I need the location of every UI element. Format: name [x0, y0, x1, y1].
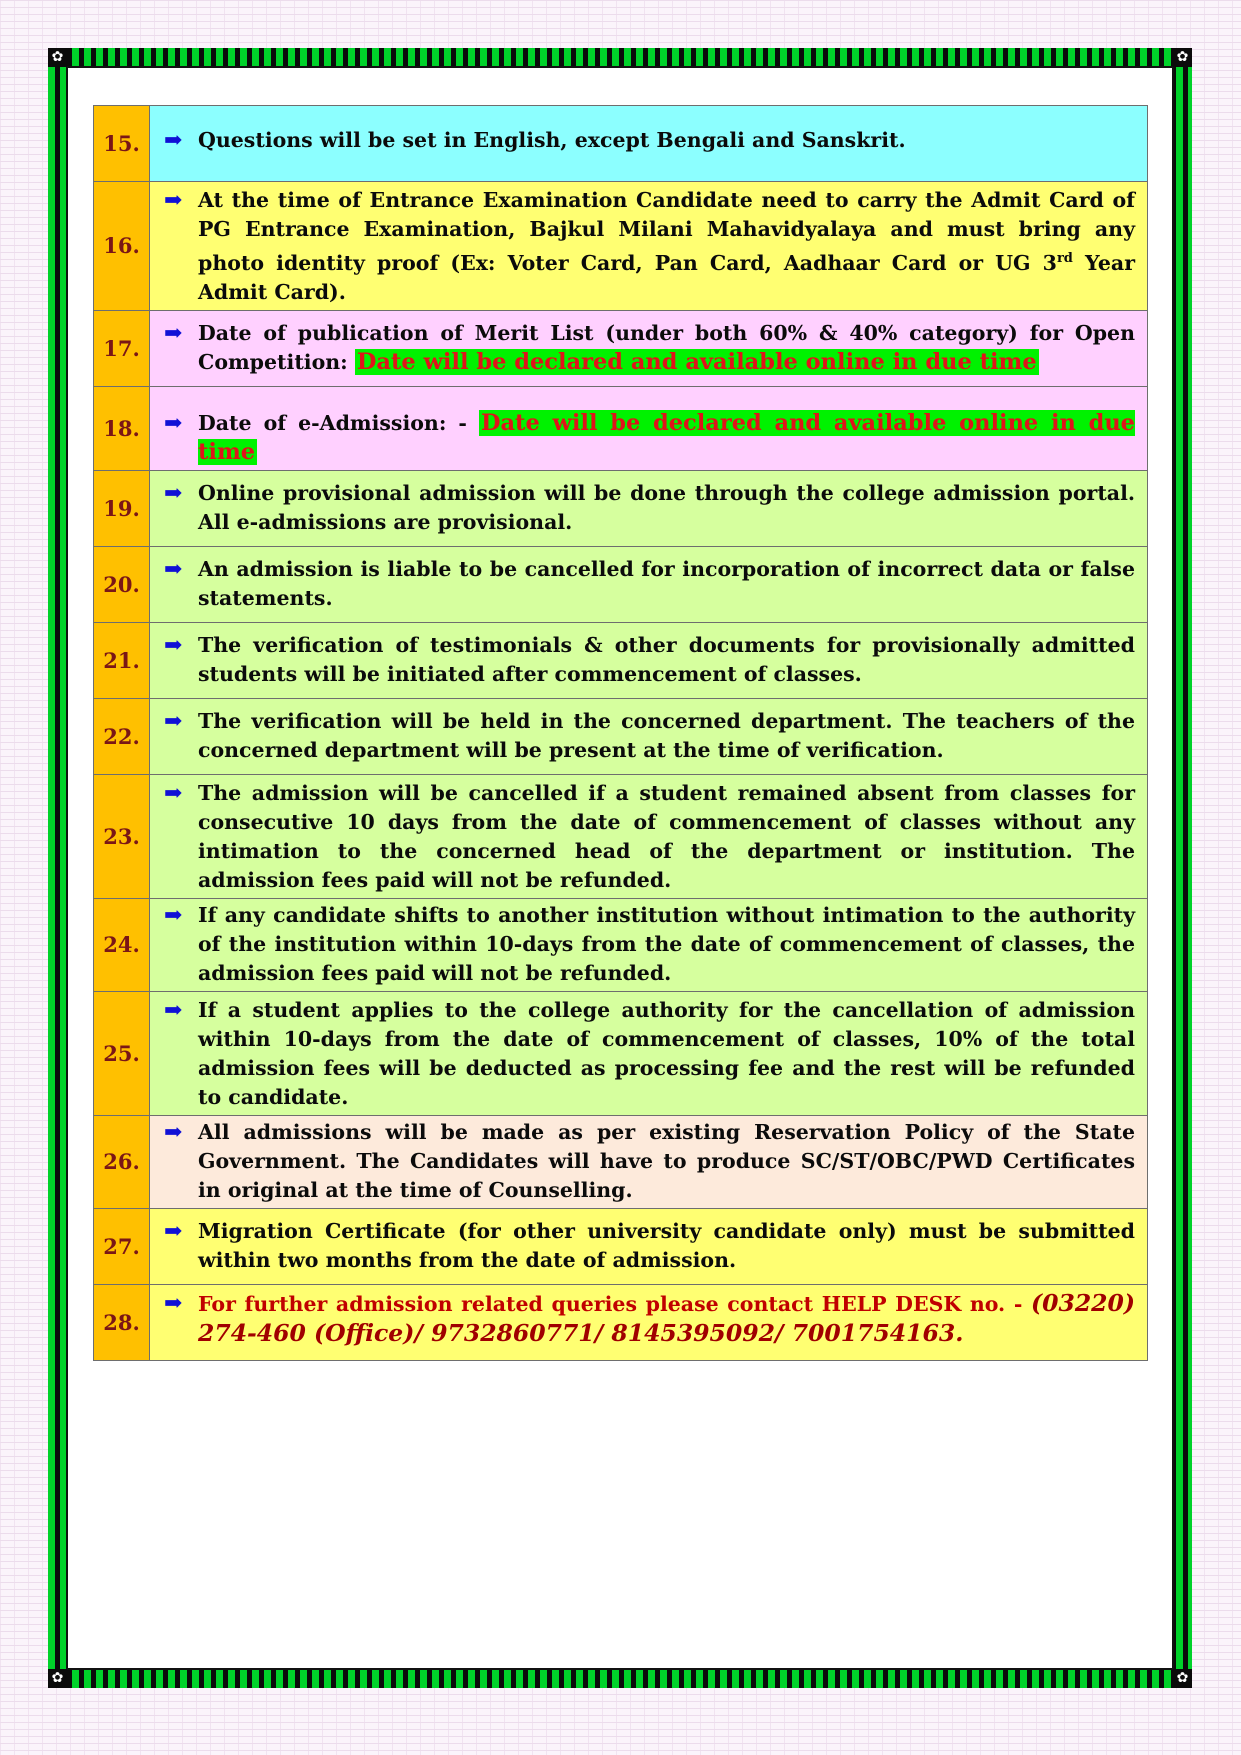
corner-ornament-top-left: ✿: [48, 48, 67, 67]
rule-text: Date of publication of Merit List (under both 60% & 40% category) for Open Competition: Date will be declared and available online in due time: [198, 320, 1135, 375]
arrow-right-icon: ➡: [164, 556, 183, 582]
rule-number: 20.: [94, 546, 150, 622]
help-desk-label: For further admission related queries please contact HELP DESK no. -: [198, 1291, 1031, 1316]
arrow-right-icon: ➡: [164, 1290, 183, 1316]
rule-number: 23.: [94, 774, 150, 898]
arrow-right-icon: ➡: [164, 188, 183, 213]
rule-number: 24.: [94, 898, 150, 991]
rule-row-18: [94, 386, 1148, 470]
rule-row-19: [94, 470, 1148, 546]
rule-number: 16.: [94, 182, 150, 311]
arrow-right-icon: ➡: [164, 128, 183, 153]
rule-row-23: [94, 774, 1148, 898]
rule-text: At the time of Entrance Examination Candidate need to carry the Admit Card of PG Entrance Examination, Bajkul Milani Mahavidyalaya and must bring any photo identity proof (Ex: Voter Card, Pan Card, Aadhaar Card or UG 3rd Year Admit Card).: [198, 188, 1135, 304]
rule-number: 19.: [94, 470, 150, 546]
rule-row-22: [94, 698, 1148, 774]
corner-ornament-bottom-right: ✿: [1173, 1669, 1192, 1688]
rule-number: 22.: [94, 698, 150, 774]
rule-text: If any candidate shifts to another institution without intimation to the authority of the institution within 10-days from the date of commencement of classes, the admission fees paid will not be refunded.: [198, 902, 1135, 985]
rule-row-16: [94, 182, 1148, 311]
arrow-right-icon: ➡: [164, 410, 183, 436]
rule-row-20: [94, 546, 1148, 622]
rule-number: 28.: [94, 1284, 150, 1360]
rule-number: 17.: [94, 310, 150, 386]
rule-row-24: [94, 898, 1148, 991]
rule-row-26: [94, 1115, 1148, 1208]
rule-number: 26.: [94, 1115, 150, 1208]
rule-row-21: [94, 622, 1148, 698]
rule-text: All admissions will be made as per existing Reservation Policy of the State Government. The Candidates will have to produce SC/ST/OBC/PWD Certificates in original at the time of Counselling.: [198, 1119, 1135, 1202]
date-pending-highlight: Date will be declared and available online in due time: [198, 409, 1135, 465]
arrow-right-icon: ➡: [164, 902, 183, 928]
rule-number: 15.: [94, 106, 150, 182]
corner-ornament-bottom-left: ✿: [48, 1669, 67, 1688]
rule-text: Migration Certificate (for other university candidate only) must be submitted within two months from the date of admission.: [198, 1218, 1135, 1272]
rule-row-25: [94, 991, 1148, 1115]
rule-text: An admission is liable to be cancelled for incorporation of incorrect data or false statements.: [198, 556, 1135, 610]
rule-text: The verification will be held in the concerned department. The teachers of the concerned department will be present at the time of verification.: [198, 708, 1135, 762]
rule-text: Date of e-Admission: - Date will be declared and available online in due time: [198, 409, 1135, 465]
arrow-right-icon: ➡: [164, 480, 183, 506]
rule-number: 25.: [94, 991, 150, 1115]
rule-row-27: [94, 1208, 1148, 1284]
date-pending-highlight: Date will be declared and available online in due time: [356, 348, 1037, 375]
arrow-right-icon: ➡: [164, 997, 183, 1023]
arrow-right-icon: ➡: [164, 1218, 183, 1244]
corner-ornament-top-right: ✿: [1173, 48, 1192, 67]
rule-text: [198, 1289, 1135, 1349]
arrow-right-icon: ➡: [164, 1119, 183, 1145]
help-desk-phone-numbers: (03220) 274-460 (Office)/ 9732860771/ 8145395092/ 7001754163.: [198, 1288, 1135, 1347]
rule-text: The admission will be cancelled if a student remained absent from classes for consecutive 10 days from the date of commencement of classes without any intimation to the concerned head of the department or institution. The admission fees paid will not be refunded.: [198, 780, 1135, 892]
arrow-right-icon: ➡: [164, 780, 183, 806]
arrow-right-icon: ➡: [164, 708, 183, 734]
rule-number: 27.: [94, 1208, 150, 1284]
rule-number: 18.: [94, 386, 150, 470]
rule-row-15: [94, 106, 1148, 182]
rule-text: Online provisional admission will be done through the college admission portal. All e-admissions are provisional.: [198, 480, 1135, 534]
rule-number: 21.: [94, 622, 150, 698]
arrow-right-icon: ➡: [164, 632, 183, 658]
rule-text: Questions will be set in English, except Bengali and Sanskrit.: [198, 128, 906, 152]
rule-row-17: [94, 310, 1148, 386]
arrow-right-icon: ➡: [164, 320, 183, 346]
rule-text: The verification of testimonials & other documents for provisionally admitted students will be initiated after commencement of classes.: [198, 632, 1135, 686]
rules-table: [93, 105, 1148, 1361]
rule-row-28: [94, 1284, 1148, 1360]
rule-text: If a student applies to the college authority for the cancellation of admission within 10-days from the date of commencement of classes, 10% of the total admission fees will be deducted as processing fee and the rest will be refunded to candidate.: [198, 997, 1135, 1109]
